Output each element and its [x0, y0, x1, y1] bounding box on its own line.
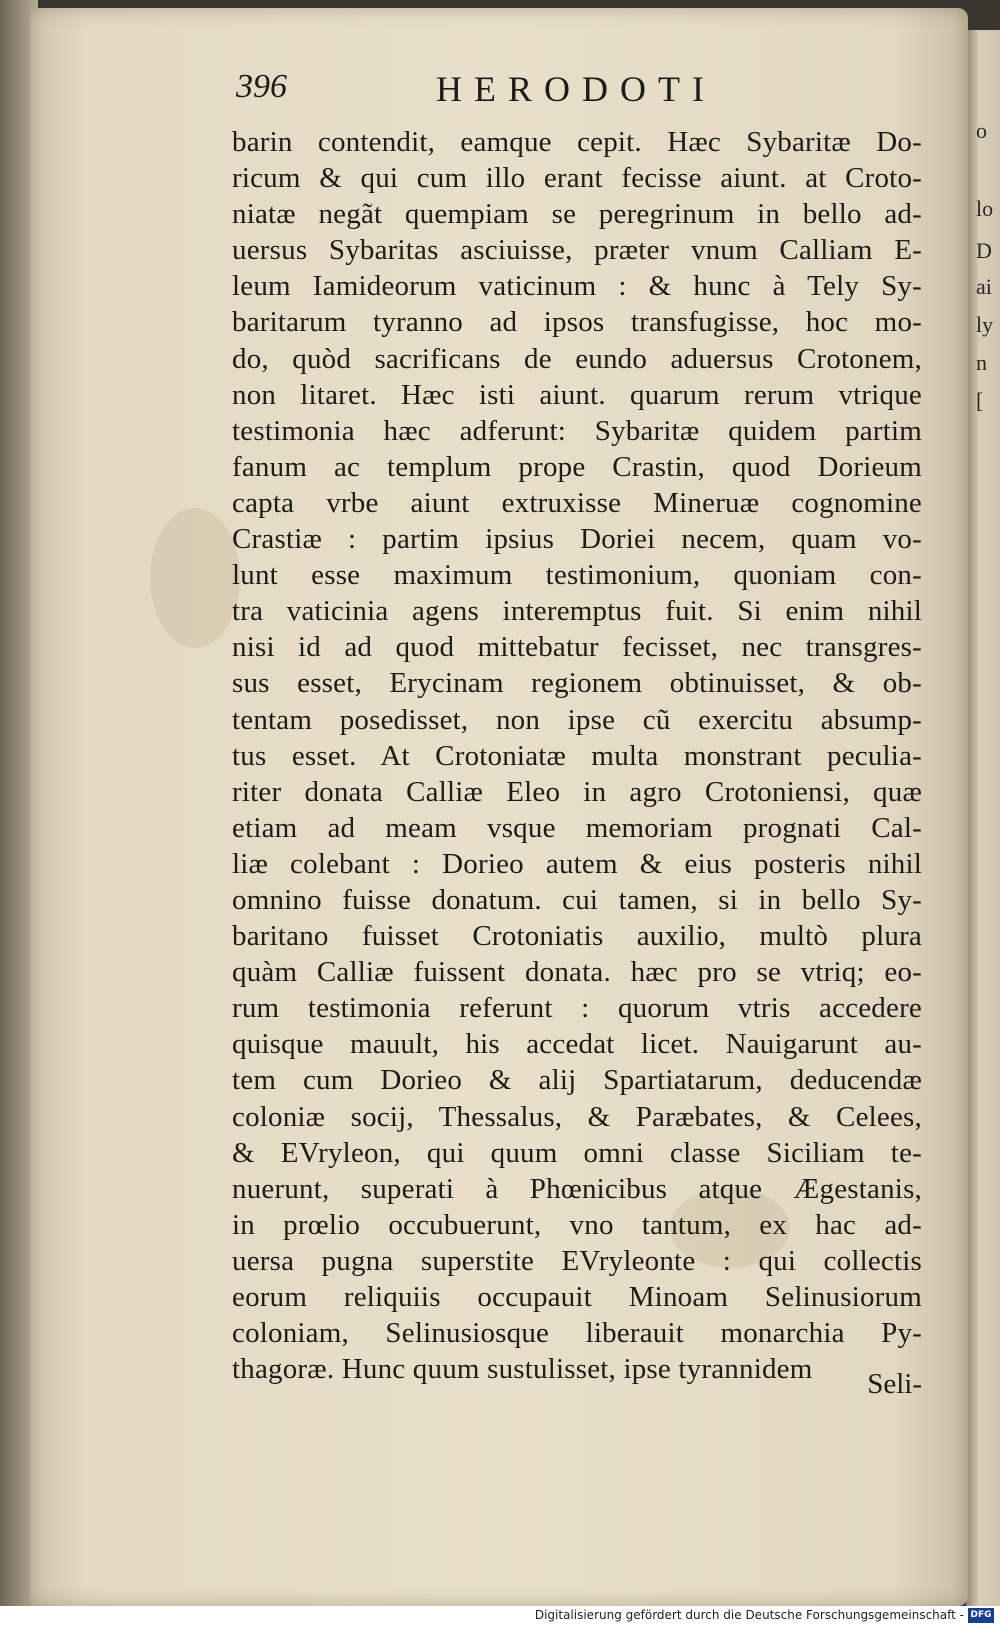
paper-stain	[150, 508, 240, 648]
text-line: ricum & qui cum illo erant fecisse aiunt. at Croto-	[232, 162, 922, 195]
catchword: Seli-	[867, 1368, 922, 1400]
adjacent-page-fragment: o	[976, 118, 987, 143]
text-line: barin contendit, eamque cepit. Hæc Sybaritæ Do-	[232, 126, 922, 158]
text-line: quàm Calliæ fuissent donata. hæc pro se vtriq; eo-	[232, 956, 922, 989]
dfg-logo: DFG	[968, 1608, 994, 1623]
adjacent-page-fragment: lo	[976, 196, 994, 221]
text-line: nuerunt, superati à Phœnicibus atque Ægestanis,	[232, 1172, 922, 1205]
text-line: omnino fuisse donatum. cui tamen, si in bello Sy-	[232, 883, 922, 916]
digitization-footer	[0, 1606, 1000, 1626]
text-line: leum Iamideorum vaticinum : & hunc à Tely Sy-	[232, 270, 922, 303]
text-line: tentam posedisset, non ipse cũ exercitu absump-	[232, 703, 922, 736]
text-line: etiam ad meam vsque memoriam prognati Cal-	[232, 811, 922, 844]
text-line: eorum reliquiis occupauit Minoam Selinusiorum	[232, 1281, 922, 1313]
text-line: in prœlio occubuerunt, vno tantum, ex hac ad-	[232, 1208, 922, 1241]
text-line: coloniæ socij, Thessalus, & Paræbates, & Celees,	[232, 1100, 922, 1133]
text-line: baritano fuisset Crotoniatis auxilio, multò plura	[232, 920, 922, 953]
text-line: baritarum tyranno ad ipsos transfugisse, hoc mo-	[232, 306, 922, 339]
text-line: rum testimonia referunt : quorum vtris accedere	[232, 992, 922, 1025]
text-line: riter donata Calliæ Eleo in agro Crotoniensi, quæ	[232, 775, 922, 808]
adjacent-page-edge	[966, 30, 1000, 1610]
adjacent-page-fragment: n	[976, 350, 987, 375]
text-line: lunt esse maximum testimonium, quoniam con-	[232, 559, 922, 592]
text-line: liæ colebant : Dorieo autem & eius posteris nihil	[232, 847, 922, 880]
running-head	[236, 68, 936, 118]
text-line: non litaret. Hæc isti aiunt. quarum rerum vtrique	[232, 378, 922, 411]
text-line: quisque mauult, his accedat licet. Nauigarunt au-	[232, 1028, 922, 1061]
adjacent-page-fragment: [	[976, 388, 984, 413]
text-line: capta vrbe aiunt extruxisse Mineruæ cognomine	[232, 486, 922, 519]
page-number: 396	[236, 68, 287, 105]
text-line: uersa pugna superstite EVryleonte : qui collectis	[232, 1244, 922, 1277]
text-line: nisi id ad quod mittebatur fecisset, nec transgres-	[232, 631, 922, 664]
adjacent-page-fragment: ly	[976, 312, 994, 337]
text-line: sus esset, Erycinam regionem obtinuisset, & ob-	[232, 667, 922, 700]
text-line: testimonia hæc adferunt: Sybaritæ quidem partim	[232, 414, 922, 447]
text-line: tus esset. At Crotoniatæ multa monstrant peculia-	[232, 739, 922, 772]
text-line: thagoræ. Hunc quum sustulisset, ipse tyrannidem	[232, 1353, 813, 1386]
text-line: & EVryleon, qui quum omni classe Siciliam te-	[232, 1136, 922, 1169]
adjacent-page-fragment: D	[976, 238, 992, 263]
body-text	[232, 124, 922, 1387]
text-line: Crastiæ : partim ipsius Doriei necem, quam vo-	[232, 523, 922, 556]
text-line: coloniam, Selinusiosque liberauit monarchia Py-	[232, 1317, 922, 1350]
adjacent-page-fragment: ai	[976, 274, 992, 299]
text-line: tem cum Dorieo & alij Spartiatarum, deducendæ	[232, 1064, 922, 1097]
text-line: niatæ negãt quempiam se peregrinum in bello ad-	[232, 198, 922, 231]
footer-credit: Digitalisierung gefördert durch die Deutsche Forschungsgemeinschaft -	[534, 1608, 964, 1622]
text-line: uersus Sybaritas asciuisse, præter vnum Calliam E-	[232, 234, 922, 267]
text-line: do, quòd sacrificans de eundo aduersus Crotonem,	[232, 342, 922, 375]
running-title: HERODOTI	[436, 69, 716, 109]
text-line: fanum ac templum prope Crastin, quod Dorieum	[232, 450, 922, 483]
text-line: tra vaticinia agens interemptus fuit. Si enim nihil	[232, 595, 922, 628]
